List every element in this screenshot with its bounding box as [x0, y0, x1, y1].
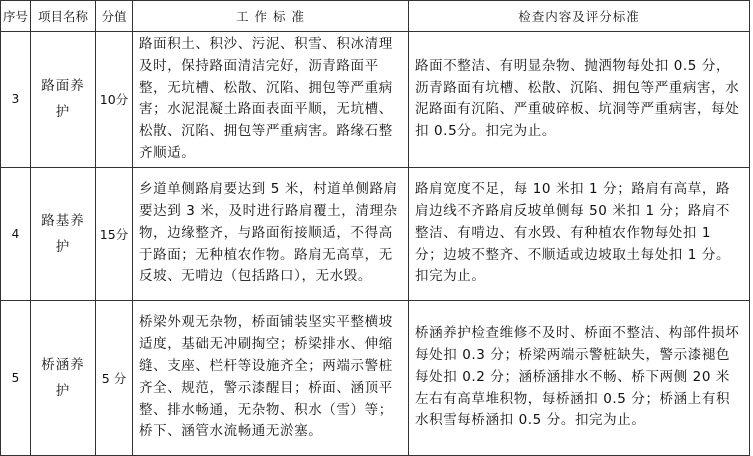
row-score: 15分: [96, 167, 133, 300]
header-score: 分值: [96, 1, 133, 32]
row-standard: 桥梁外观无杂物，桥面铺装坚实平整横坡适度，基础无冲刷掏空；桥梁排水、伸缩缝、支座、栏杆等设施齐全；两端示警桩齐全、规范，警示漆醒目；桥面、涵顶平整、排水畅通，无杂物、积水（雪）等；桥下、涵管水流畅通无淤塞。: [133, 300, 409, 455]
row-check: 路面不整洁、有明显杂物、抛洒物每处扣 0.5 分，沥青路面有坑槽、松散、沉陷、拥包等严重病害，水泥路面有沉陷、严重破碎板、坑洞等严重病害，每处扣 0.5分。扣完为止。: [409, 32, 750, 168]
row-seq: 4: [1, 167, 31, 300]
row-seq: 5: [1, 300, 31, 455]
row-standard: 路面积土、积沙、污泥、积雪、积冰清理及时，保持路面清洁完好，沥青路面平整，无坑槽、松散、沉陷、拥包等严重病害；水泥混凝土路面表面平顺，无坑槽、松散、沉陷、拥包等严重病害。路缘石整齐顺适。: [133, 32, 409, 168]
row-name: 桥涵养护: [31, 300, 96, 455]
table-header-row: [1, 1, 750, 32]
row-score: 10分: [96, 32, 133, 168]
header-seq: 序号: [1, 1, 31, 32]
row-name: 路面养护: [31, 32, 96, 168]
header-check: 检查内容及评分标准: [409, 1, 750, 32]
table-row: [1, 300, 750, 455]
row-name: 路基养护: [31, 167, 96, 300]
table-row: [1, 32, 750, 168]
header-standard: 工 作 标 准: [133, 1, 409, 32]
row-seq: 3: [1, 32, 31, 168]
header-name: 项目名称: [31, 1, 96, 32]
row-check: 桥涵养护检查维修不及时、桥面不整洁、构部件损坏每处扣 0.3 分；桥梁两端示警桩缺失，警示漆褪色每处扣 0.2 分；涵桥涵排水不畅、桥下两侧 20 米左右有高草堆积物，每桥涵扣 0.5 分；桥涵上有积水积雪每桥涵扣 0.5 分。扣完为止。: [409, 300, 750, 455]
row-score: 5 分: [96, 300, 133, 455]
row-standard: 乡道单侧路肩要达到 5 米，村道单侧路肩要达到 3 米，及时进行路肩覆土，清理杂物，边缘整齐，与路面衔接顺适，不得高于路面；无种植农作物。路肩无高草，无反坡、无啃边（包括路口），无水毁。: [133, 167, 409, 300]
row-check: 路肩宽度不足，每 10 米扣 1 分；路肩有高草，路肩边线不齐路肩反坡单侧每 50 米扣 1 分；路肩不整洁、有啃边、有水毁、有种植农作物每处扣 1 分；边坡不整齐、不顺适或边坡取土每处扣 1 分。扣完为止。: [409, 167, 750, 300]
table-row: [1, 167, 750, 300]
